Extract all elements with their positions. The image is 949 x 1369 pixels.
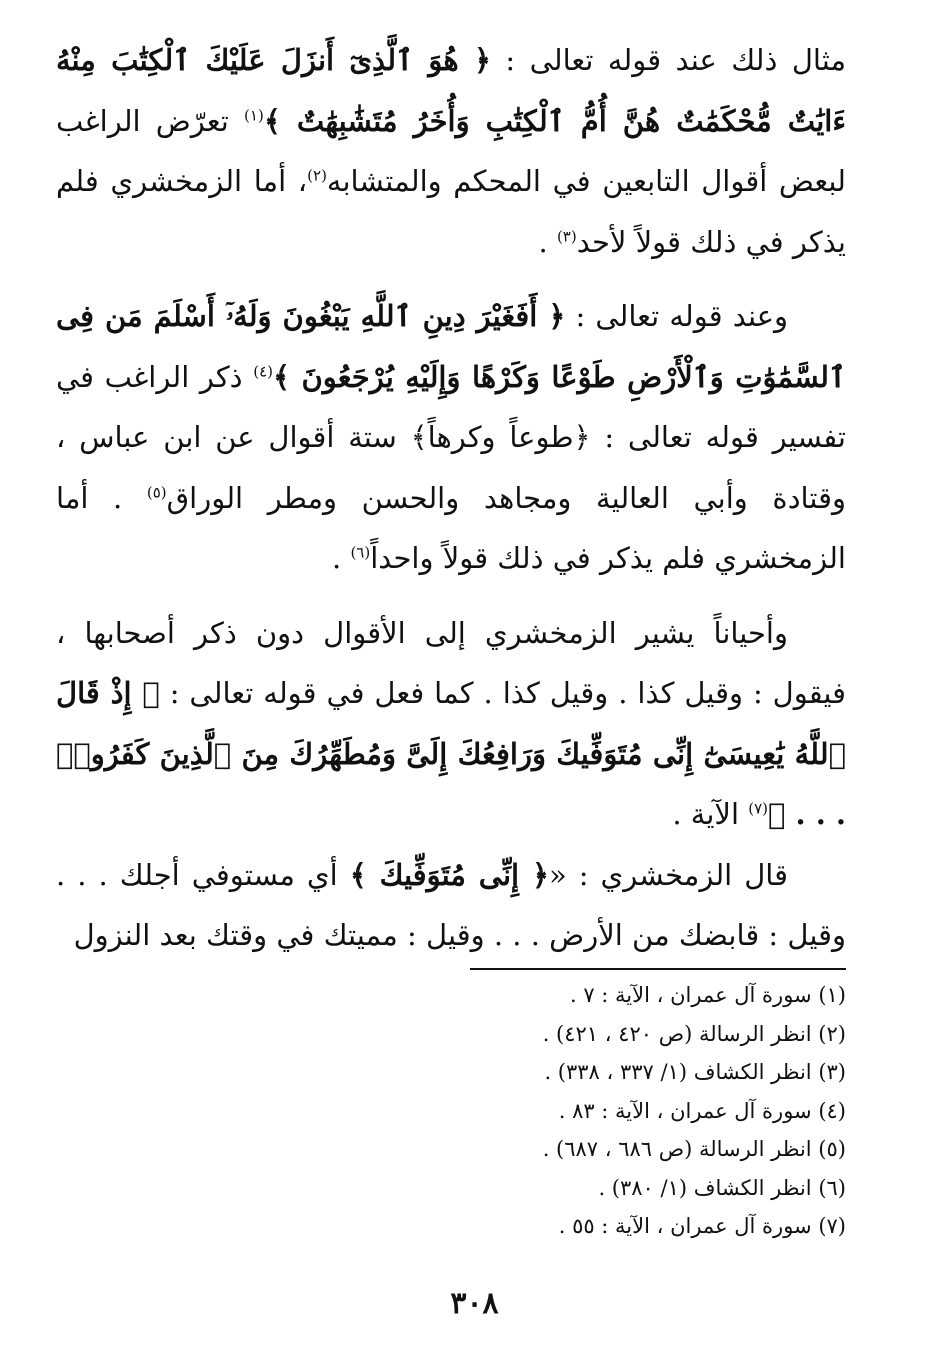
page-number: ٣٠٨ [450,1286,499,1321]
quran-verse: ﴿ إِذْ قَالَ ٱللَّهُ يَٰعِيسَىٰٓ إِنِّى مُتَوَفِّيكَ وَرَافِعُكَ إِلَىَّ وَمُطَهِّرُكَ مِنَ ٱلَّذِينَ كَفَرُوا۟ . . . ﴾ [56,676,846,831]
footnote-ref: (٢) [307,166,327,185]
text-run: . [538,224,557,259]
quran-verse: ﴿ أَفَغَيْرَ دِينِ ٱللَّهِ يَبْغُونَ وَلَهُۥٓ أَسْلَمَ مَن فِى ٱلسَّمَٰوَٰتِ وَٱلْأَرْضِ طَوْعًا وَكَرْهًا وَإِلَيْهِ يُرْجَعُونَ ﴾ [56,299,846,394]
footnote-ref: (٧) [748,799,769,818]
text-run: قال الزمخشري : « [548,857,789,892]
text-run: وعند قوله تعالى : [565,299,789,333]
text-run: وأحياناً يشير الزمخشري إلى الأقوال دون ذكر أصحابها ، فيقول : وقيل كذا . وقيل كذا . كما فعل في قوله تعالى : [56,615,846,710]
text-run: . أما الزمخشري فلم يذكر في ذلك قولاً واحداً [56,480,846,575]
footnote-6: (٦) انظر الكشاف (١/ ٣٨٠) . [598,1175,846,1200]
quran-verse: ﴿ هُوَ ٱلَّذِىٓ أَنزَلَ عَلَيْكَ ٱلْكِتَٰبَ مِنْهُ ءَايَٰتٌ مُّحْكَمَٰتٌ هُنَّ أُمُّ ٱلْكِتَٰبِ وَأُخَرُ مُتَشَٰبِهَٰتٌ ﴾ [56,43,846,138]
paragraph-1 [56,30,846,272]
paragraph-2 [56,286,846,589]
main-text [56,30,846,966]
footnote-5: (٥) انظر الرسالة (ص ٦٨٦ ، ٦٨٧) . [542,1137,846,1161]
footnote-7: (٧) سورة آل عمران ، الآية : ٥٥ . [558,1214,846,1238]
footnote-separator [470,968,846,970]
text-run: . [332,541,351,575]
footnotes [300,976,846,1246]
footnote-3: (٣) انظر الكشاف (١/ ٣٣٧ ، ٣٣٨) . [544,1060,846,1084]
footnote-2: (٢) انظر الرسالة (ص ٤٢٠ ، ٤٢١) . [542,1021,846,1046]
paragraph-4 [56,845,846,966]
text-run: مثال ذلك عند قوله تعالى : [490,43,847,77]
text-run: تعرّض الراغب لبعض أقوال التابعين في المحكم والمتشابه [56,103,846,198]
footnote-ref: (١) [244,105,264,124]
footnote-ref: (٥) [146,482,167,501]
quoted-phrase: ﴿طوعاً وكرهاً﴾ [410,420,591,454]
text-run: ذكر الراغب في تفسير قوله تعالى : [56,359,846,454]
text-run: ستة أقوال عن ابن عباس ، وقتادة وأبي العالية ومجاهد والحسن ومطر الوراق [56,420,846,515]
footnote-4: (٤) سورة آل عمران ، الآية : ٨٣ . [558,1098,846,1123]
footnote-ref: (٤) [253,361,274,380]
footnote-ref: (٦) [350,543,371,562]
paragraph-3 [56,603,846,845]
footnote-1: (١) سورة آل عمران ، الآية : ٧ . [569,983,846,1007]
text-run: ، أما الزمخشري فلم يذكر في ذلك قولاً لأحد [56,164,846,259]
text-run: أي مستوفي أجلك . . . وقيل : قابضك من الأرض . . . وقيل : مميتك في وقتك بعد النزول [56,857,846,952]
text-run: الآية . [672,797,749,831]
quran-verse: ﴿ إِنِّى مُتَوَفِّيكَ ﴾ [349,857,549,892]
footnote-ref: (٣) [556,226,577,245]
